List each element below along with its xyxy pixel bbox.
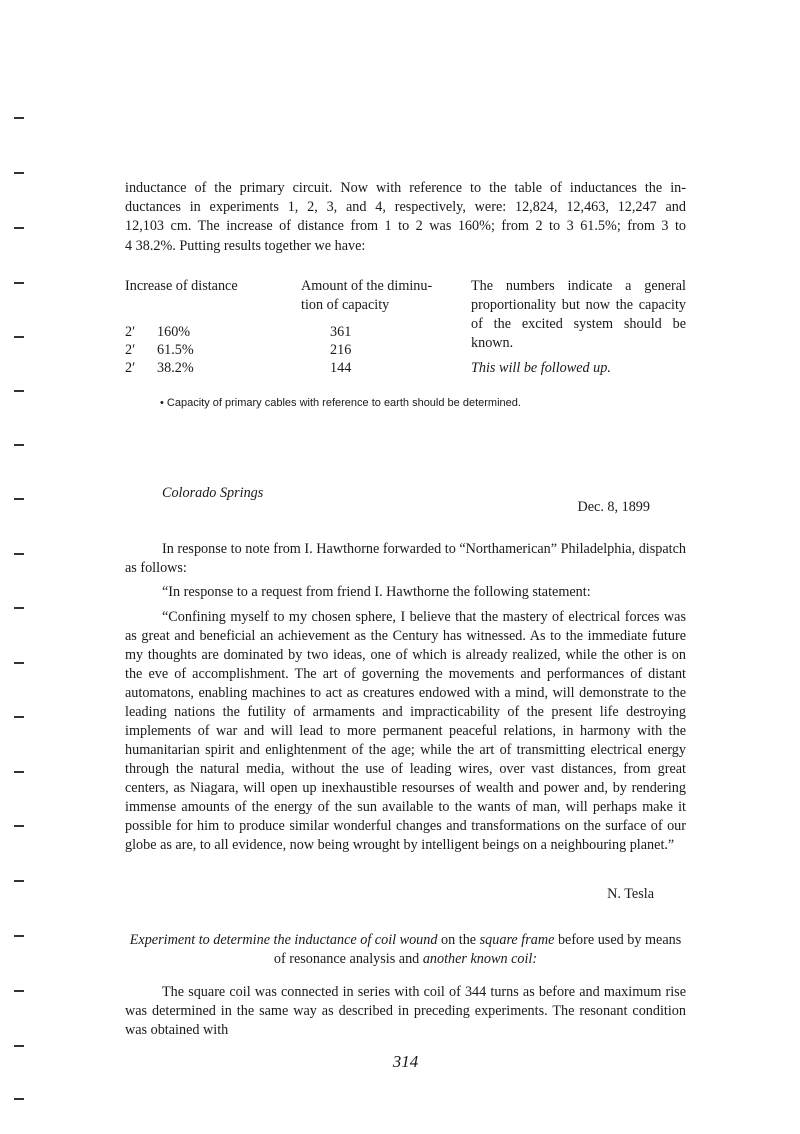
intro-line: 12,103 cm. The increase of distance from 1 to 2 was 160%; from 2 to 3 61.5%; from 3 to xyxy=(125,218,686,235)
margin-mark xyxy=(14,662,24,664)
experiment-title xyxy=(125,931,686,969)
page-number: 314 xyxy=(392,1052,419,1071)
margin-mark xyxy=(14,336,24,338)
header-capacity-line2: tion of capacity xyxy=(301,297,390,313)
statement-paragraph: “Confining myself to my chosen sphere, I believe that the mastery of electrical forces was as great and beneficial an achievement as the Century has witnessed. As to the immediate future my thoughts are dominated by two ideas, one of which is already realized, while the other is on the eve of accomplishment. The art of governing the movements and performances of distant automatons, enabling machines to act as creatures endowed with a mind, will demonstrate to the leading nations the futility of armaments and impracticability of the present life destroying implements of war and will lead to more permanent peaceful relations, in harmony with the humanitarian spirit and enlightenment of the age; while the art of transmitting electrical energy through the natural media, without the use of leading wires, over vast distances, from great centers, as Niagara, will open up inexhaustible resourses of wealth and power and, by rendering immense amounts of the energy of the sun available to the wants of man, will perhaps make it possible for him to produce similar wonderful changes and transformations on the surface of our globe as are, to all evidence, now being wrought by intelligent beings on a neighbouring planet.” xyxy=(125,608,686,853)
table-note: The numbers indicate a general proportionality but now the capacity of the excited system should be known. xyxy=(471,278,686,351)
row-increase: 61.5% xyxy=(157,342,194,358)
margin-mark xyxy=(14,607,24,609)
followup-note: This will be followed up. xyxy=(471,360,611,376)
title-part: before used by means of resonance analysis and xyxy=(273,932,682,968)
header-capacity-line1: Amount of the diminu- xyxy=(301,278,433,294)
margin-mark xyxy=(14,172,24,174)
title-part: on the xyxy=(437,932,480,948)
margin-mark xyxy=(14,227,24,229)
row-diminution: 216 xyxy=(330,342,352,358)
margin-mark xyxy=(14,282,24,284)
margin-mark xyxy=(14,553,24,555)
margin-mark xyxy=(14,990,24,992)
row-mark: 2′ xyxy=(125,360,136,376)
margin-mark xyxy=(14,498,24,500)
margin-mark xyxy=(14,825,24,827)
statement-intro: “In response to a request from friend I. Hawthorne the following statement: xyxy=(162,584,591,601)
margin-mark xyxy=(14,117,24,119)
title-part: Experiment to determine the inductance of coil wound xyxy=(129,932,438,948)
entry-date: Dec. 8, 1899 xyxy=(577,499,650,515)
intro-paragraph xyxy=(125,179,686,256)
row-increase: 38.2% xyxy=(157,360,194,376)
intro-line: inductance of the primary circuit. Now with reference to the table of inductances the in- xyxy=(125,180,686,196)
entry-place: Colorado Springs xyxy=(162,485,264,501)
margin-mark xyxy=(14,390,24,392)
row-mark: 2′ xyxy=(125,342,136,358)
row-increase: 160% xyxy=(157,324,191,340)
margin-mark xyxy=(14,1098,24,1100)
footnote: • Capacity of primary cables with reference to earth should be determined. xyxy=(160,397,521,409)
row-diminution: 361 xyxy=(330,324,352,340)
margin-mark xyxy=(14,1045,24,1047)
signature: N. Tesla xyxy=(607,886,654,902)
experiment-body: The square coil was connected in series with coil of 344 turns as before and maximum rise was determined in the same way as described in preceding experiments. The resonant condition was obtained with xyxy=(125,984,686,1039)
header-distance: Increase of distance xyxy=(125,278,238,294)
margin-mark xyxy=(14,771,24,773)
dispatch-paragraph: In response to note from I. Hawthorne forwarded to “Northamerican” Philadelphia, dispatch as follows: xyxy=(125,541,686,577)
margin-mark xyxy=(14,716,24,718)
intro-line: 4 38.2%. Putting results together we have: xyxy=(125,237,366,254)
margin-mark xyxy=(14,935,24,937)
experiment-body-block xyxy=(125,983,686,1041)
margin-mark xyxy=(14,880,24,882)
margin-mark xyxy=(14,444,24,446)
entry-body xyxy=(125,540,686,855)
row-mark: 2′ xyxy=(125,324,136,340)
row-diminution: 144 xyxy=(330,360,352,376)
header-capacity xyxy=(301,277,461,315)
intro-line: ductances in experiments 1, 2, 3, and 4, respectively, were: 12,824, 12,463, 12,247 and xyxy=(125,199,686,216)
title-part: square frame xyxy=(479,932,555,948)
title-part: another known coil: xyxy=(422,951,538,968)
